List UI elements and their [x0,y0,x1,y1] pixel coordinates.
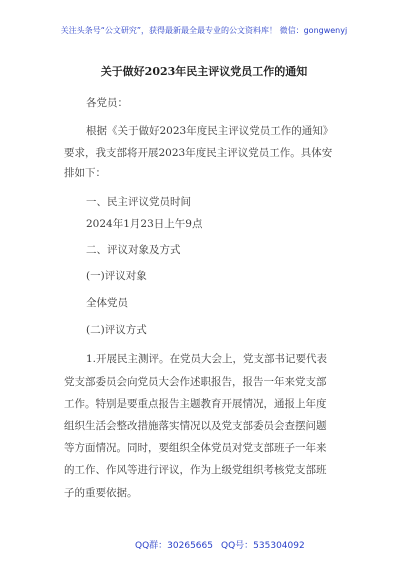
header-banner: 关注头条号“公文研究”，获得最新最全最专业的公文资料库！ 微信：gongwenyj [60,26,348,35]
intro-line: 要求，我支部将开展2023年度民主评议党员工作。具体安 [64,147,333,159]
method-line: 子的重要依据。 [64,487,138,499]
sub1-heading: (一)评议对象 [86,270,147,282]
sub1-content: 全体党员 [86,297,128,309]
salutation: 各党员： [86,97,128,109]
method-line: 党支部委员会向党员大会作述职报告，报告一年来党支部 [64,376,327,388]
sub2-heading: (二)评议方式 [86,324,147,336]
method-line: 等方面情况。同时，要组织全体党员对党支部班子一年来 [64,442,327,454]
intro-line: 根据《关于做好2023年度民主评议党员工作的通知》 [86,125,334,137]
footer-qq-number: QQ号：535304092 [221,541,305,551]
section2-heading: 二、评议对象及方式 [86,244,181,256]
footer-qq-group: QQ群：30265665 [135,541,213,551]
method-line: 的工作、作风等进行评议，作为上级党组织考核党支部班 [64,464,327,476]
document-title: 关于做好2023年民主评议党员工作的通知 [100,65,308,78]
method-line: 1.开展民主测评。在党员大会上，党支部书记要代表 [86,353,328,365]
method-line: 工作。特别是要重点报告主题教育开展情况，通报上年度 [64,398,327,410]
method-line: 组织生活会整改措施落实情况以及党支部委员会查摆问题 [64,420,327,432]
intro-line: 排如下： [64,167,106,179]
section1-time: 2024年1月23日上午9点 [86,218,203,230]
section1-heading: 一、民主评议党员时间 [86,196,191,208]
